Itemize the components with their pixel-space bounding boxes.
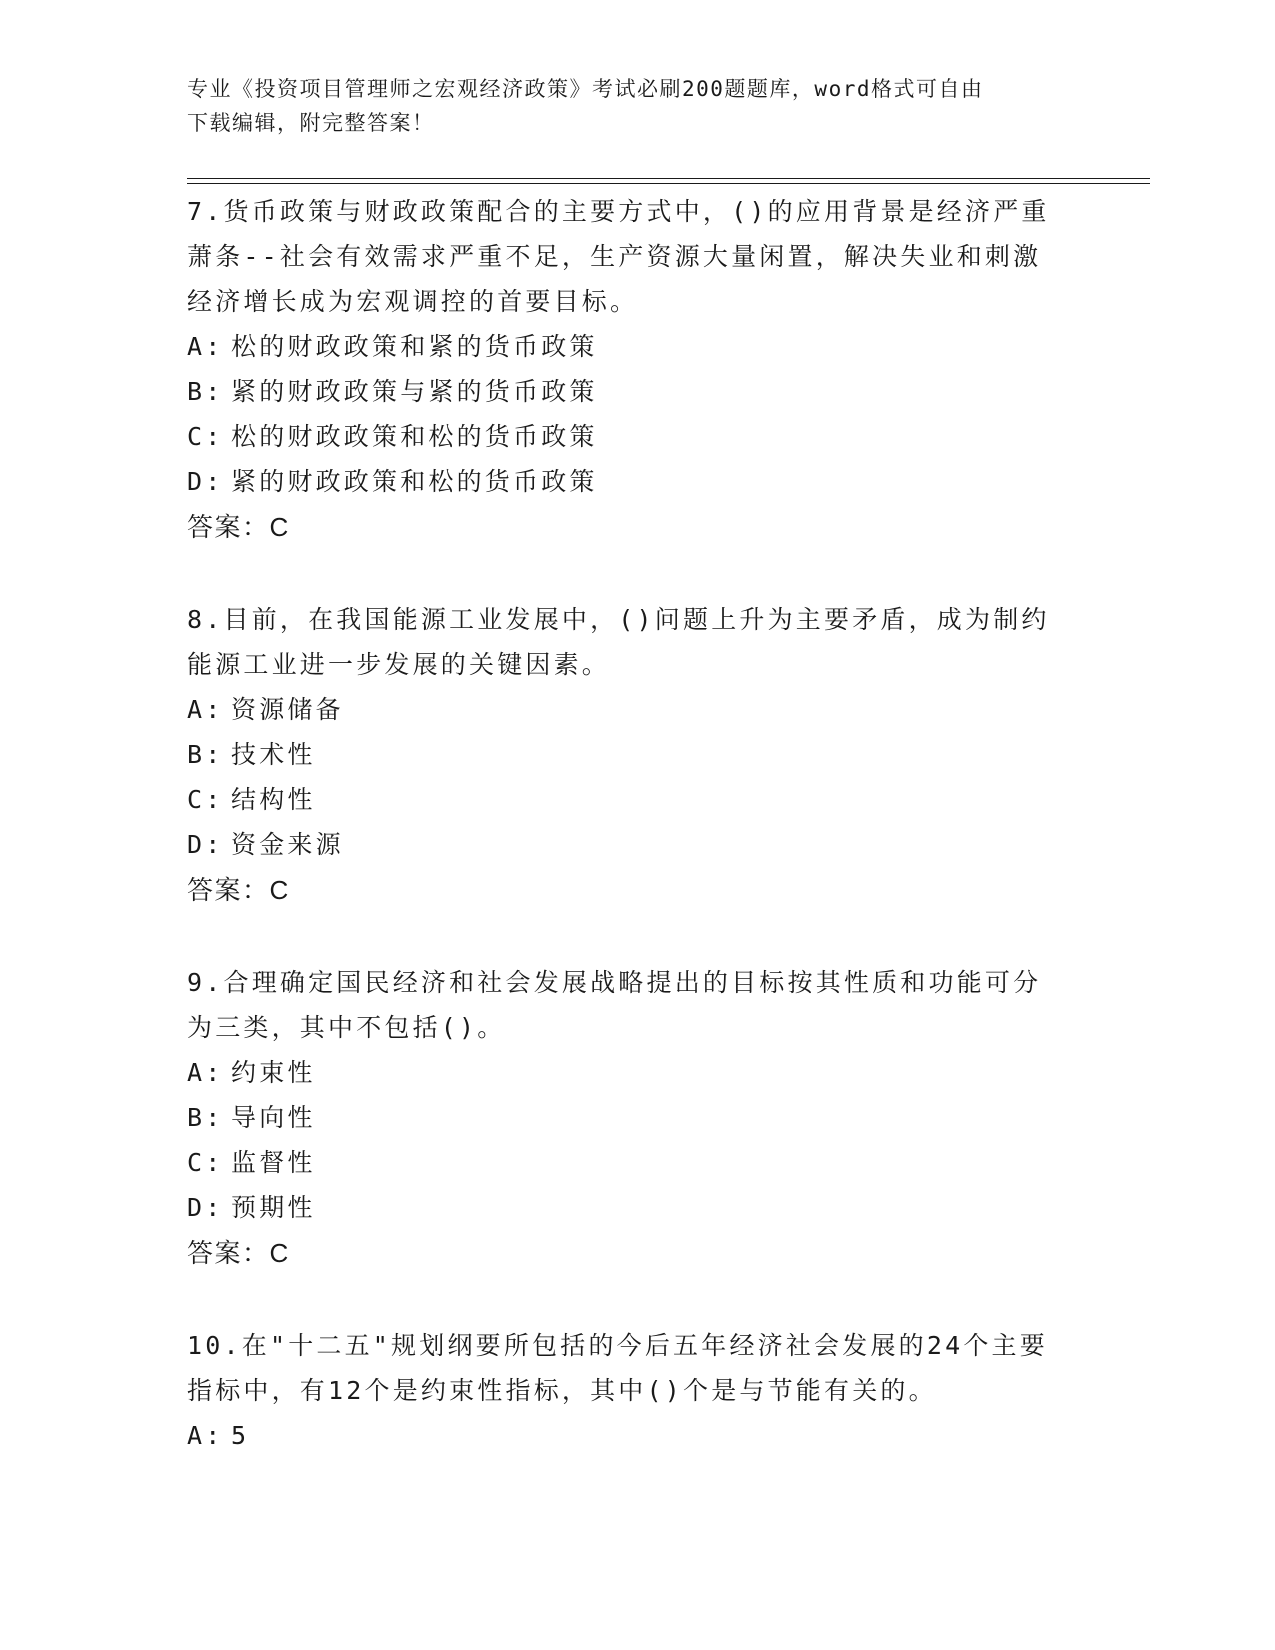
option-text: 监督性 (231, 1148, 316, 1177)
option-label: D: (187, 830, 224, 859)
option-c (187, 1140, 1067, 1185)
option-text: 技术性 (231, 740, 316, 769)
option-text: 结构性 (231, 785, 316, 814)
question-stem: 7.货币政策与财政政策配合的主要方式中，()的应用背景是经济严重萧条--社会有效需求严重不足，生产资源大量闲置，解决失业和刺激经济增长成为宏观调控的首要目标。 (187, 197, 1050, 316)
option-d (187, 459, 1067, 504)
option-label: B: (187, 1103, 224, 1132)
answer-line: 答案：C (187, 512, 290, 542)
answer-line: 答案：C (187, 875, 290, 905)
option-text: 预期性 (231, 1193, 316, 1222)
option-text: 资金来源 (231, 830, 344, 859)
option-label: B: (187, 377, 224, 406)
question-list (187, 189, 1067, 1458)
option-b (187, 369, 1067, 414)
option-label: C: (187, 1148, 224, 1177)
option-label: B: (187, 740, 224, 769)
header-line-1: 专业《投资项目管理师之宏观经济政策》考试必刷200题题库，word格式可自由 (187, 77, 984, 101)
option-c (187, 414, 1067, 459)
option-label: D: (187, 467, 224, 496)
option-b (187, 732, 1067, 777)
option-label: C: (187, 785, 224, 814)
option-label: D: (187, 1193, 224, 1222)
option-text: 资源储备 (231, 695, 344, 724)
question-stem: 10.在"十二五"规划纲要所包括的今后五年经济社会发展的24个主要指标中，有12个是约束性指标，其中()个是与节能有关的。 (187, 1331, 1048, 1405)
header-line-2: 下载编辑，附完整答案！ (187, 111, 435, 135)
option-d (187, 1185, 1067, 1230)
option-a (187, 687, 1067, 732)
option-b (187, 1095, 1067, 1140)
option-text: 松的财政政策和紧的货币政策 (231, 332, 598, 361)
option-c (187, 777, 1067, 822)
answer-line: 答案：C (187, 1238, 290, 1268)
option-text: 紧的财政政策与紧的货币政策 (231, 377, 598, 406)
option-label: C: (187, 422, 224, 451)
question-9 (187, 960, 1067, 1277)
document-header (187, 72, 1067, 140)
question-10 (187, 1323, 1067, 1458)
option-label: A: (187, 1421, 224, 1450)
option-a (187, 1050, 1067, 1095)
header-divider-top (187, 178, 1150, 179)
option-text: 5 (231, 1421, 250, 1450)
option-a (187, 1413, 1067, 1458)
header-divider-bottom (187, 183, 1150, 184)
option-text: 紧的财政政策和松的货币政策 (231, 467, 598, 496)
option-text: 约束性 (231, 1058, 316, 1087)
option-label: A: (187, 332, 224, 361)
option-text: 导向性 (231, 1103, 316, 1132)
question-8 (187, 597, 1067, 914)
option-a (187, 324, 1067, 369)
option-d (187, 822, 1067, 867)
question-stem: 9.合理确定国民经济和社会发展战略提出的目标按其性质和功能可分为三类，其中不包括()。 (187, 968, 1042, 1042)
question-stem: 8.目前，在我国能源工业发展中，()问题上升为主要矛盾，成为制约能源工业进一步发展的关键因素。 (187, 605, 1050, 679)
option-label: A: (187, 695, 224, 724)
option-label: A: (187, 1058, 224, 1087)
option-text: 松的财政政策和松的货币政策 (231, 422, 598, 451)
question-7 (187, 189, 1067, 551)
